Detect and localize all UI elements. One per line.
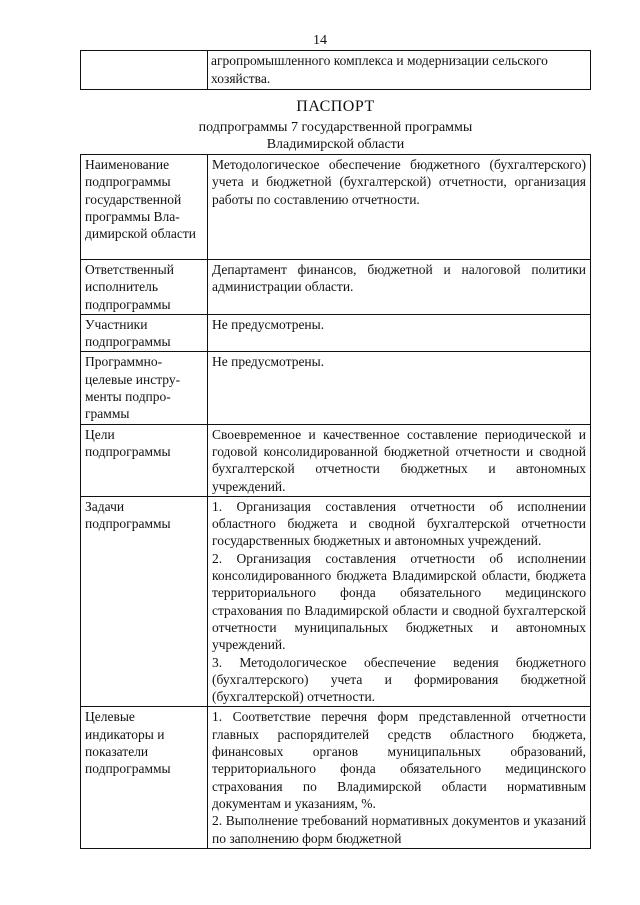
row-value xyxy=(208,314,591,352)
value-paragraph: Своевременное и качественное составление периодической и годовой консолидированной бюджетной отчетности и сводной бухгалтерской отчетности бюджетных и автономных учреждений. xyxy=(212,426,586,494)
value-paragraph: 2. Организация составления отчетности об исполнении консолидированного бюджета Владимирской области, бюджета территориального фонда обязательного медицинского страхования по Владимирской области и сводной бухгалтерской отчетности муниципальных бюджетных и автономных учреждений. xyxy=(212,550,586,653)
table-row xyxy=(81,707,591,848)
row-label: Программно-целевые инструменты подпрограммы xyxy=(81,352,208,424)
table-row xyxy=(81,155,591,260)
passport-table xyxy=(80,154,591,849)
row-label: Цели подпрограммы xyxy=(81,424,208,496)
row-label: Целевые индикаторы и показатели подпрограммы xyxy=(81,707,208,848)
passport-title: ПАСПОРТ xyxy=(296,98,375,115)
row-value xyxy=(208,352,591,424)
value-paragraph: Не предусмотрены. xyxy=(212,316,325,332)
table-row xyxy=(81,314,591,352)
passport-subtitle-line1: подпрограммы 7 государственной программы xyxy=(198,120,473,135)
row-value xyxy=(208,707,591,848)
value-paragraph: 3. Методологическое обеспечение ведения бюджетного (бухгалтерского) учета и формирования бюджетной (бухгалтерской) отчетности. xyxy=(212,654,586,705)
value-paragraph: 1. Соответствие перечня форм представленной отчетности главных распорядителей средств областного бюджета, финансовых органов муниципальных образований, территориального фонда обязательного медицинского страхования по Владимирской области нормативным документам и указаниям, %. xyxy=(212,709,586,811)
table-row xyxy=(81,424,591,496)
row-value xyxy=(208,424,591,496)
continuation-text-cell: агропромышленного комплекса и модернизации сельского хозяйства. xyxy=(208,51,591,90)
row-label: Участники подпрограммы xyxy=(81,314,208,352)
row-value xyxy=(208,260,591,315)
row-label: Наименование подпрограммы государственной программы Владимирской области xyxy=(81,155,208,260)
row-label: Задачи подпрограммы xyxy=(81,496,208,707)
value-paragraph: Не предусмотрены. xyxy=(212,354,325,370)
row-value xyxy=(208,155,591,260)
row-value xyxy=(208,496,591,707)
row-label: Ответственный исполнитель подпрограммы xyxy=(81,260,208,315)
value-paragraph: 1. Организация составления отчетности об исполнении областного бюджета и сводной бухгалтерской отчетности государственных бюджетных и автономных учреждений. xyxy=(212,498,586,549)
page-number: 14 xyxy=(313,33,327,48)
table-row xyxy=(81,496,591,707)
table-row xyxy=(81,352,591,424)
passport-subtitle-line2: Владимирской области xyxy=(266,137,405,152)
value-paragraph: Департамент финансов, бюджетной и налоговой политики администрации области. xyxy=(212,262,586,295)
value-paragraph: Методологическое обеспечение бюджетного (бухгалтерского) учета и бюджетной (бухгалтерской) отчетности, организация работы по составлению отчетности. xyxy=(212,157,586,207)
value-paragraph: 2. Выполнение требований нормативных документов и указаний по заполнению форм бюджетной xyxy=(212,813,586,846)
table-row xyxy=(81,260,591,315)
